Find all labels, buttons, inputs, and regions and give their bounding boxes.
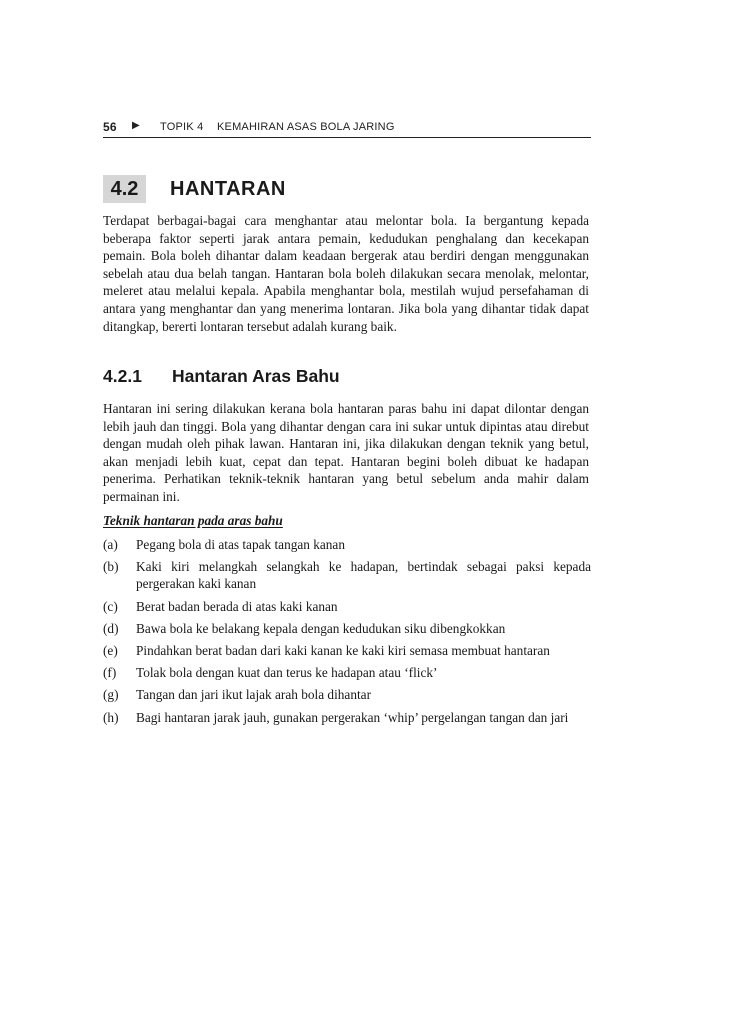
list-item <box>103 642 591 659</box>
list-item <box>103 598 591 615</box>
list-item <box>103 664 591 681</box>
subsection-title: Hantaran Aras Bahu <box>172 366 340 386</box>
section-paragraph: Terdapat berbagai-bagai cara menghantar atau melontar bola. Ia bergantung kepada beberapa faktor seperti jarak antara pemain, kedudukan penghalang dan kecekapan pemain. Bola boleh dihantar dalam keadaan bergerak atau berdiri dengan menggunakan sebelah atau dua belah tangan. Hantaran bola boleh dilakukan secara menolak, melontar, meleret atau melalui kepala. Apabila menghantar bola, mestilah wujud persefahaman di antara yang menghantar dan yang menerima lontaran. Jika bola yang dihantar tidak dapat ditangkap, bererti lontaran tersebut adalah kurang baik. <box>103 213 589 334</box>
list-item <box>103 558 591 592</box>
list-item <box>103 620 591 637</box>
subsection-number: 4.2.1 <box>103 366 142 386</box>
list-marker: (c) <box>103 598 118 614</box>
list-item <box>103 686 591 703</box>
list-marker: (g) <box>103 687 119 703</box>
list-item-text: Berat badan berada di atas kaki kanan <box>136 598 338 614</box>
list-marker: (d) <box>103 620 119 636</box>
topic-title: KEMAHIRAN ASAS BOLA JARING <box>217 121 395 133</box>
list-marker: (a) <box>103 537 118 552</box>
list-item-text: Pegang bola di atas tapak tangan kanan <box>136 537 345 552</box>
list-item-text: Tangan dan jari ikut lajak arah bola dihantar <box>136 687 371 703</box>
list-item-text: Bawa bola ke belakang kepala dengan kedudukan siku dibengkokkan <box>136 620 506 636</box>
page-number: 56 <box>103 120 117 134</box>
topic-label: TOPIK 4 <box>160 121 204 133</box>
list-marker: (e) <box>103 643 118 659</box>
subsection-heading <box>103 365 591 387</box>
subsection-paragraph: Hantaran ini sering dilakukan kerana bola hantaran paras bahu ini dapat dilontar dengan lebih jauh dan tinggi. Bola yang dihantar dengan cara ini sukar untuk dipintas atau direbut dengan mudah oleh pihak lawan. Hantaran ini, jika dilakukan dengan teknik yang betul, akan menjadi lebih kuat, cepat dan tepat. Hantaran begini boleh dibuat ke hadapan penerima. Perhatikan teknik-teknik hantaran yang betul sebelum anda mahir dalam permainan ini. <box>103 401 589 504</box>
section-number-badge: 4.2 <box>103 175 146 203</box>
list-item-text: Bagi hantaran jarak jauh, gunakan pergerakan ‘whip’ pergelangan tangan dan jari <box>136 709 569 725</box>
list-marker: (f) <box>103 665 117 681</box>
list-item-text: Kaki kiri melangkah selangkah ke hadapan, bertindak sebagai paksi kepada pergerakan kaki kanan <box>136 559 591 592</box>
list-marker: (h) <box>103 709 119 725</box>
running-header <box>103 117 591 138</box>
list-marker: (b) <box>103 559 119 575</box>
list-item <box>103 709 591 726</box>
technique-heading: Teknik hantaran pada aras bahu <box>103 513 283 528</box>
technique-list <box>103 536 591 731</box>
section-title: HANTARAN <box>170 178 286 200</box>
list-item-text: Pindahkan berat badan dari kaki kanan ke kaki kiri semasa membuat hantaran <box>136 643 550 659</box>
arrow-right-icon: ▶ <box>132 120 140 131</box>
section-heading <box>103 175 591 205</box>
list-item <box>103 536 591 553</box>
list-item-text: Tolak bola dengan kuat dan terus ke hadapan atau ‘flick’ <box>136 665 438 681</box>
